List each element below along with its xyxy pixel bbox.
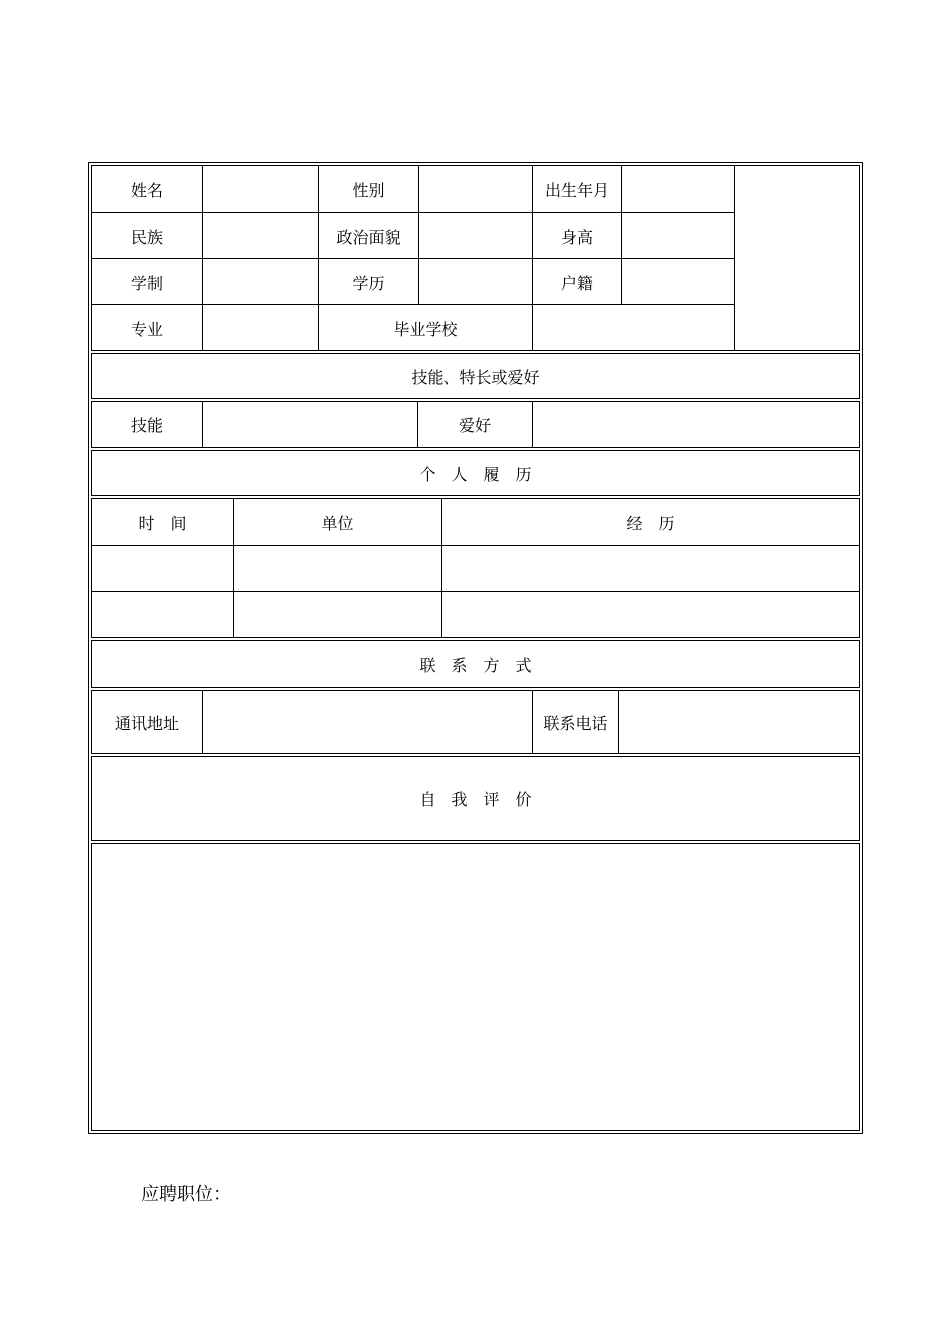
hukou-value[interactable]: [621, 259, 734, 305]
unit-cell[interactable]: [233, 592, 441, 638]
contact-header: 联 系 方 式: [419, 655, 532, 675]
evaluation-header-section: [91, 756, 860, 841]
address-value[interactable]: [202, 691, 532, 753]
resume-header-section: [91, 450, 860, 496]
skills-section: [91, 401, 860, 448]
time-cell[interactable]: [92, 546, 233, 592]
experience-header: 经 历: [441, 499, 859, 545]
hukou-label: 户籍: [532, 259, 621, 305]
school-label: 毕业学校: [318, 305, 532, 351]
ethnicity-value[interactable]: [202, 213, 318, 259]
height-label: 身高: [532, 213, 621, 259]
schooling-label: 学制: [130, 273, 163, 293]
position-label: 应聘职位：: [141, 1184, 231, 1205]
basic-info-section: [91, 165, 860, 351]
table-row: [92, 545, 859, 592]
evaluation-header: 自 我 评 价: [419, 790, 532, 809]
birth-label: 出生年月: [532, 166, 621, 212]
contact-section: [91, 690, 860, 754]
address-label: 通讯地址: [114, 713, 179, 733]
major-label: 专业: [130, 319, 163, 339]
ethnicity-label: 民族: [130, 227, 163, 247]
experience-cell[interactable]: [441, 592, 859, 638]
photo-box[interactable]: [734, 166, 859, 350]
name-value[interactable]: [202, 166, 318, 212]
phone-value[interactable]: [618, 691, 859, 753]
time-header: 时 间: [138, 513, 187, 533]
gender-label: 性别: [318, 166, 418, 212]
experience-cell[interactable]: [441, 546, 859, 592]
political-value[interactable]: [418, 213, 532, 259]
hobby-label: 爱好: [417, 402, 532, 447]
phone-label: 联系电话: [532, 691, 618, 753]
skills-header-section: [91, 353, 860, 399]
schooling-value[interactable]: [202, 259, 318, 305]
school-value[interactable]: [532, 305, 734, 351]
evaluation-body[interactable]: [91, 843, 860, 1131]
unit-header: 单位: [233, 499, 441, 545]
time-cell[interactable]: [92, 592, 233, 638]
skills-header: 技能、特长或爱好: [411, 367, 540, 387]
table-row: [92, 499, 859, 545]
skill-label: 技能: [130, 416, 163, 435]
birth-value[interactable]: [621, 166, 734, 212]
skill-value[interactable]: [202, 402, 417, 447]
education-label: 学历: [318, 259, 418, 305]
height-value[interactable]: [621, 213, 734, 259]
contact-header-section: [91, 640, 860, 688]
unit-cell[interactable]: [233, 546, 441, 592]
table-row: [92, 591, 859, 638]
major-value[interactable]: [202, 305, 318, 351]
education-value[interactable]: [418, 259, 532, 305]
political-label: 政治面貌: [318, 213, 418, 259]
hobby-value[interactable]: [532, 402, 859, 447]
name-label: 姓名: [130, 180, 163, 200]
resume-form: [88, 162, 863, 1134]
gender-value[interactable]: [418, 166, 532, 212]
resume-table: [91, 498, 860, 638]
resume-header: 个 人 履 历: [419, 464, 532, 484]
